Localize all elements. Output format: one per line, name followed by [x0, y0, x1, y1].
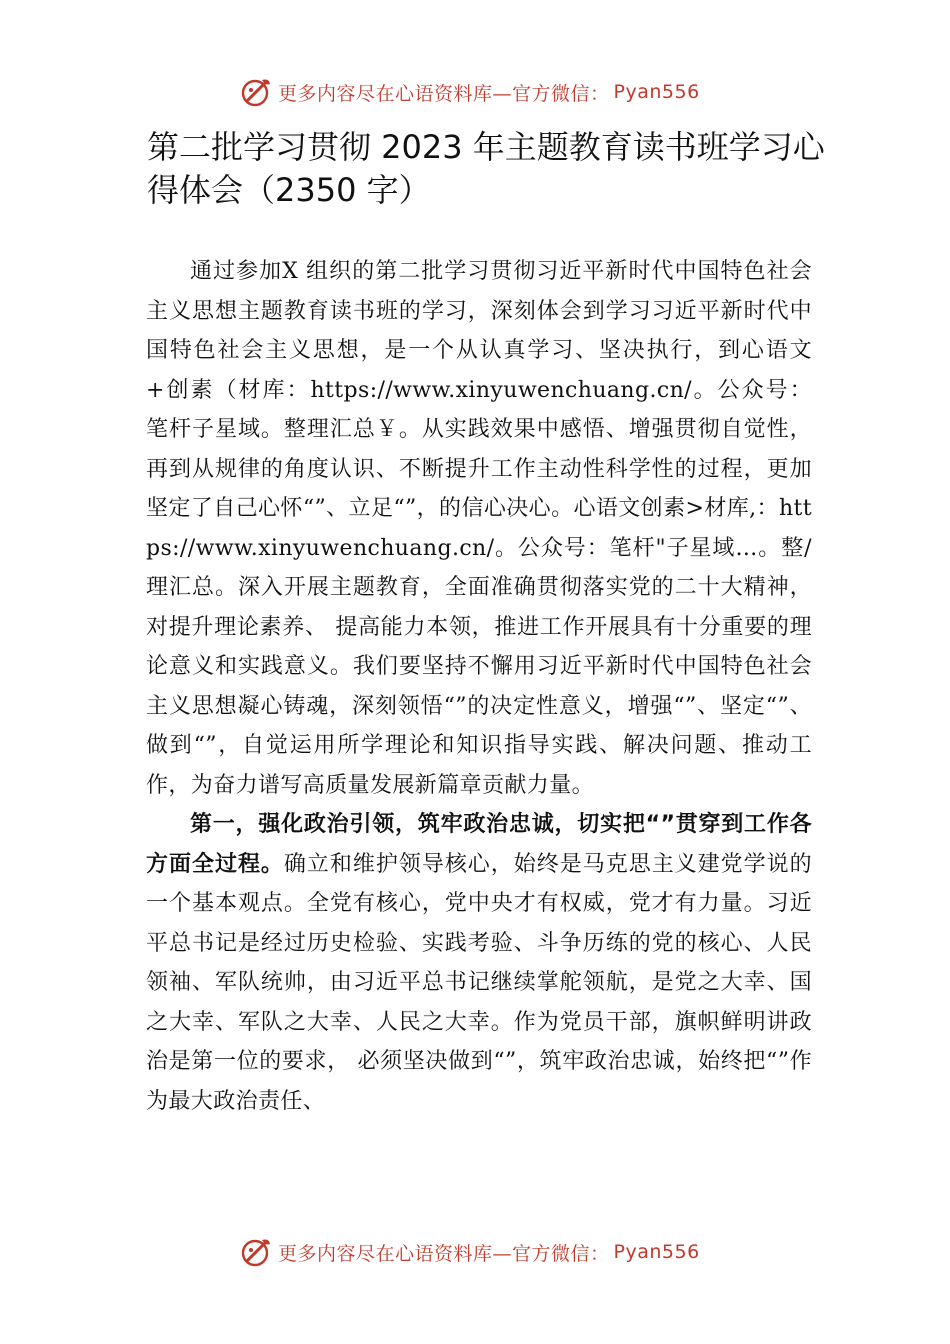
- watermark-text: 更多内容尽在心语资料库—官方微信：: [278, 1242, 610, 1265]
- paragraph-text: 通过参加X 组织的第二批学习贯彻习近平新时代中国特色社会主义思想主题教育读书班的学习，深刻体会到学习习近平新时代中国特色社会主义思想，是一个从认真学习、坚决执行，到心语文+创素（材库：https://www.xinyuwenchuang.cn/。公众号：笔杆子星域。整理汇总￥。从实践效果中感悟、增强贯彻自觉性，再到从规律的角度认识、不断提升工作主动性科学性的过程，更加坚定了自己心怀“”、立足“”，的信心决心。心语文创素>材库,：https://www.xinyuwenchuang.cn/。公众号：笔杆"子星域…。整/理汇总。深入开展主题教育，全面准确贯彻落实党的二十大精神，对提升理论素养、 提高能力本领，推进工作开展具有十分重要的理论意义和实践意义。我们要坚持不懈用习近平新时代中国特色社会主义思想凝心铸魂，深刻领悟“”的决定性意义，增强“”、坚定“”、做到“”，自觉运用所学理论和知识指导实践、解决问题、推动工作，为奋力谱写高质量发展新篇章贡献力量。: [146, 259, 812, 798]
- document-body: [146, 252, 812, 1121]
- ink-brush-icon: [238, 1234, 274, 1270]
- watermark-wechat-id: Pyan556: [613, 81, 700, 103]
- watermark-wechat-id: Pyan556: [613, 1241, 700, 1263]
- paragraph-section-one: [146, 805, 812, 1121]
- watermark-header: [238, 74, 700, 110]
- watermark-text: 更多内容尽在心语资料库—官方微信：: [278, 82, 610, 105]
- document-title: 第二批学习贯彻 2023 年主题教育读书班学习心得体会（2350 字）: [147, 128, 825, 209]
- paragraph-text: 确立和维护领导核心，始终是马克思主义建党学说的一个基本观点。全党有核心，党中央才有权威，党才有力量。习近平总书记是经过历史检验、实践考验、斗争历练的党的核心、人民领袖、军队统帅，由习近平总书记继续掌舵领航，是党之大幸、国之大幸、军队之大幸、人民之大幸。作为党员干部，旗帜鲜明讲政治是第一位的要求， 必须坚决做到“”，筑牢政治忠诚，始终把“”作为最大政治责任、: [146, 851, 813, 1114]
- paragraph-intro: [146, 252, 812, 805]
- watermark-footer: [238, 1234, 700, 1270]
- section-heading: 第一，强化政治引领，筑牢政治忠诚，切实把“”贯穿到工作各方面全过程。: [146, 812, 812, 877]
- ink-brush-icon: [238, 74, 274, 110]
